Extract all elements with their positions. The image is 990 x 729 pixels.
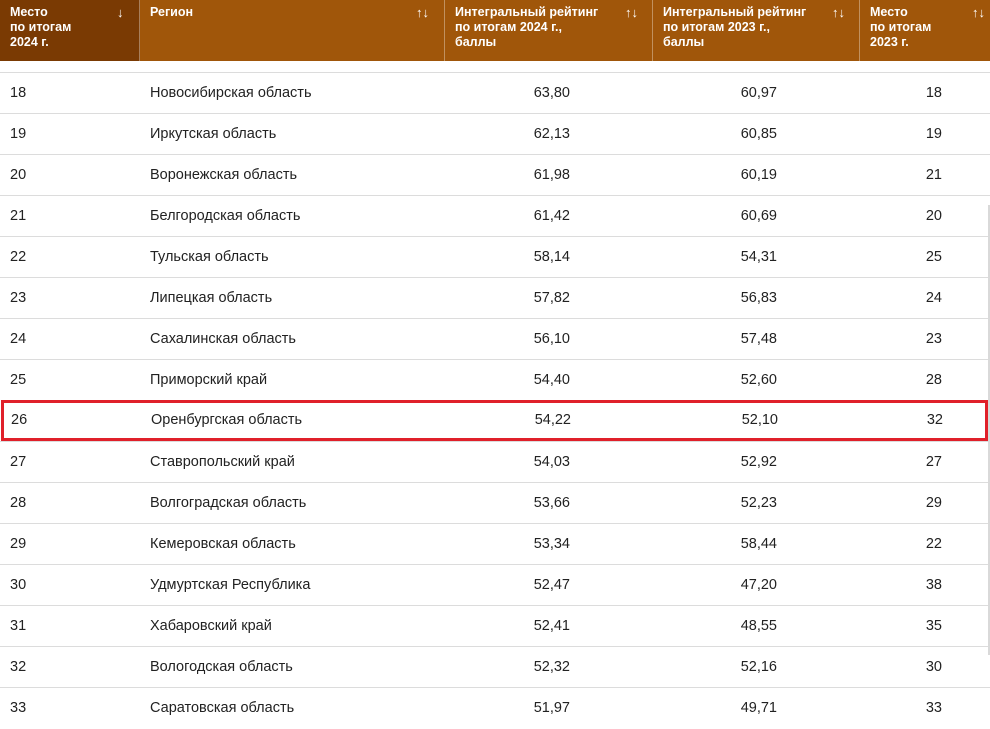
table-row-highlighted[interactable] [1, 400, 988, 441]
table-row[interactable] [0, 359, 990, 400]
cell-place-2024: 26 [11, 412, 28, 428]
cell-place-2023: 35 [925, 618, 942, 634]
cell-rating-2024: 52,41 [533, 618, 570, 634]
cell-place-2023: 38 [925, 577, 942, 593]
cell-place-2024: 24 [10, 331, 27, 347]
column-header-label: Место по итогам 2024 г. [10, 5, 72, 49]
cell-rating-2023: 58,44 [740, 536, 777, 552]
cell-region: Хабаровский край [150, 618, 272, 634]
cell-place-2024: 25 [10, 372, 27, 388]
cell-rating-2023: 60,19 [740, 167, 777, 183]
cell-rating-2023: 52,60 [740, 372, 777, 388]
cell-rating-2024: 51,97 [533, 700, 570, 716]
cell-rating-2024: 62,13 [533, 126, 570, 142]
table-body [0, 72, 990, 728]
cell-place-2023: 27 [925, 454, 942, 470]
table-row[interactable] [0, 482, 990, 523]
column-header-label: Интегральный рейтинг по итогам 2023 г., баллы [663, 5, 807, 49]
cell-place-2024: 28 [10, 495, 27, 511]
cell-rating-2024: 54,40 [533, 372, 570, 388]
cell-place-2024: 21 [10, 208, 27, 224]
cell-place-2023: 24 [925, 290, 942, 306]
cell-region: Кемеровская область [150, 536, 296, 552]
cell-rating-2024: 58,14 [533, 249, 570, 265]
cell-rating-2024: 57,82 [533, 290, 570, 306]
cell-region: Иркутская область [150, 126, 277, 142]
table-row[interactable] [0, 277, 990, 318]
cell-place-2024: 33 [10, 700, 27, 716]
sort-icon[interactable]: ↑↓ [625, 5, 638, 20]
cell-rating-2023: 52,10 [741, 412, 778, 428]
cell-rating-2024: 52,32 [533, 659, 570, 675]
cell-region: Липецкая область [150, 290, 273, 306]
cell-rating-2023: 57,48 [740, 331, 777, 347]
cell-rating-2023: 60,85 [740, 126, 777, 142]
sort-icon[interactable]: ↑↓ [832, 5, 845, 20]
cell-rating-2024: 63,80 [533, 85, 570, 101]
cell-rating-2023: 56,83 [740, 290, 777, 306]
cell-rating-2024: 61,42 [533, 208, 570, 224]
table-row[interactable] [0, 195, 990, 236]
cell-place-2023: 33 [925, 700, 942, 716]
sort-icon[interactable]: ↑↓ [972, 5, 985, 20]
column-header-rating-2024[interactable] [445, 0, 653, 61]
cell-place-2024: 22 [10, 249, 27, 265]
table-row[interactable] [0, 72, 990, 113]
cell-rating-2024: 53,66 [533, 495, 570, 511]
cell-rating-2023: 49,71 [740, 700, 777, 716]
cell-region: Новосибирская область [150, 85, 312, 101]
cell-place-2023: 29 [925, 495, 942, 511]
cell-rating-2023: 48,55 [740, 618, 777, 634]
cell-region: Сахалинская область [150, 331, 296, 347]
cell-place-2023: 22 [925, 536, 942, 552]
column-header-label: Место по итогам 2023 г. [870, 5, 932, 49]
cell-place-2023: 30 [925, 659, 942, 675]
table-row[interactable] [0, 154, 990, 195]
cell-rating-2023: 52,23 [740, 495, 777, 511]
cell-region: Приморский край [150, 372, 268, 388]
cell-rating-2024: 53,34 [533, 536, 570, 552]
cell-rating-2024: 54,22 [534, 412, 571, 428]
cell-region: Ставропольский край [150, 454, 295, 470]
table-row[interactable] [0, 564, 990, 605]
column-header-label: Интегральный рейтинг по итогам 2024 г., баллы [455, 5, 599, 49]
cell-place-2023: 19 [925, 126, 942, 142]
table-row[interactable] [0, 646, 990, 687]
cell-place-2024: 27 [10, 454, 27, 470]
cell-place-2024: 30 [10, 577, 27, 593]
table-header [0, 0, 990, 61]
sort-icon[interactable]: ↑↓ [416, 5, 429, 20]
cell-region: Оренбургская область [151, 412, 303, 428]
cell-region: Белгородская область [150, 208, 301, 224]
cell-place-2023: 25 [925, 249, 942, 265]
cell-rating-2023: 60,97 [740, 85, 777, 101]
cell-place-2023: 28 [925, 372, 942, 388]
cell-rating-2024: 56,10 [533, 331, 570, 347]
cell-region: Тульская область [150, 249, 269, 265]
column-header-place-2024[interactable] [0, 0, 140, 61]
column-header-place-2023[interactable] [860, 0, 990, 61]
column-header-region[interactable] [140, 0, 445, 61]
cell-place-2023: 18 [925, 85, 942, 101]
cell-place-2023: 32 [926, 412, 943, 428]
cell-rating-2023: 54,31 [740, 249, 777, 265]
cell-region: Воронежская область [150, 167, 298, 183]
cell-rating-2023: 60,69 [740, 208, 777, 224]
table-row[interactable] [0, 318, 990, 359]
sort-down-icon[interactable]: ↓ [117, 5, 124, 20]
cell-place-2023: 21 [925, 167, 942, 183]
cell-place-2024: 18 [10, 85, 27, 101]
table-row[interactable] [0, 113, 990, 154]
cell-place-2024: 20 [10, 167, 27, 183]
table-row[interactable] [0, 236, 990, 277]
cell-region: Удмуртская Республика [150, 577, 311, 593]
cell-rating-2023: 52,92 [740, 454, 777, 470]
column-header-label: Регион [150, 5, 194, 19]
cell-place-2023: 23 [925, 331, 942, 347]
cell-rating-2024: 54,03 [533, 454, 570, 470]
cell-region: Вологодская область [150, 659, 293, 675]
cell-place-2024: 32 [10, 659, 27, 675]
cell-place-2023: 20 [925, 208, 942, 224]
table-row[interactable] [0, 523, 990, 564]
cell-place-2024: 29 [10, 536, 27, 552]
cell-rating-2023: 52,16 [740, 659, 777, 675]
table-row[interactable] [0, 687, 990, 728]
cell-region: Волгоградская область [150, 495, 307, 511]
header-spacer [0, 61, 990, 72]
cell-place-2024: 19 [10, 126, 27, 142]
cell-place-2024: 23 [10, 290, 27, 306]
cell-place-2024: 31 [10, 618, 27, 634]
cell-region: Саратовская область [150, 700, 295, 716]
table-row[interactable] [0, 605, 990, 646]
cell-rating-2023: 47,20 [740, 577, 777, 593]
table-row[interactable] [0, 441, 990, 482]
cell-rating-2024: 52,47 [533, 577, 570, 593]
column-header-rating-2023[interactable] [653, 0, 860, 61]
cell-rating-2024: 61,98 [533, 167, 570, 183]
